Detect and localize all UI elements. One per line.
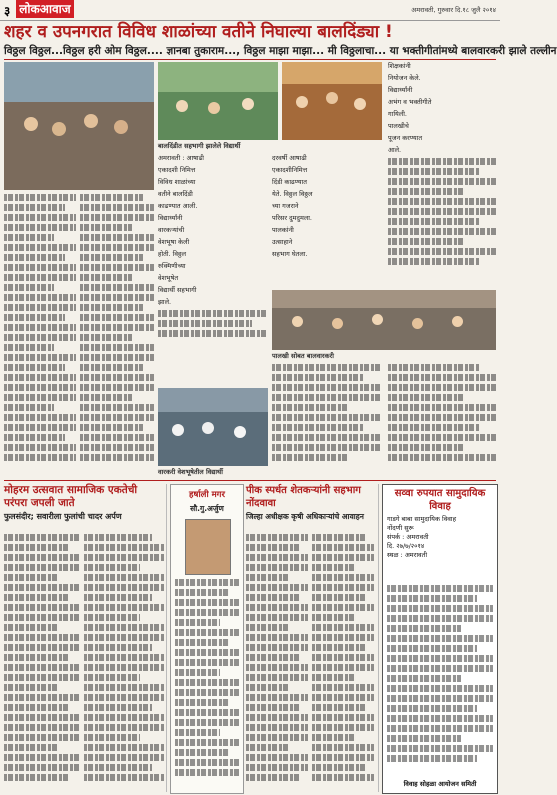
story-line: झाले. — [158, 298, 172, 306]
profile-portrait — [185, 519, 231, 575]
dateline: अमरावती, गुरुवार दि.१८ जुलै २०१४ — [411, 6, 496, 14]
story-line: परिसर दुमदुमला. — [272, 214, 312, 222]
ad-body — [387, 585, 493, 785]
crop-story-title: पीक स्पर्धत शेतकऱ्यांनी सहभाग नोंदवावा — [246, 485, 361, 509]
story-line: वेशभूषा केली — [158, 238, 190, 246]
column-divider — [378, 484, 379, 792]
ad-footer: विवाह सोहळा आयोजन समिती — [403, 780, 477, 788]
story-line: काढण्यात आली. — [158, 202, 198, 210]
story-line: वारकऱ्यांची — [158, 226, 185, 234]
story-line: आले. — [388, 146, 402, 154]
dindi-photo-2 — [158, 62, 278, 140]
muharram-story-title: मोहरम उत्सवात सामाजिक एकतेची परंपरा जपली जाते — [4, 484, 138, 509]
story-line: विविध शाळांच्या — [158, 178, 196, 186]
mid-story-col-a — [272, 364, 380, 464]
main-subheadline: विठ्ठल विठ्ठल...विठ्ठल हरी ओम विठ्ठल.... ज्ञानबा तुकाराम..., विठ्ठल माझा माझा... मी विठ्ठलाचा... या भक्तीगीतांमध्ये बालवारकरी झाले तल्लीन — [4, 45, 557, 57]
story-line: दरवर्षी आषाढी — [272, 154, 307, 162]
profile-title: हर्षाली मगर — [189, 490, 225, 500]
mid-story-col-b — [388, 364, 496, 464]
main-story-col-right — [388, 62, 496, 294]
story-line: होती. विठ्ठल — [158, 250, 187, 258]
story-line: एकादशीनिमित्त — [272, 166, 308, 174]
muharram-story-col-b — [84, 534, 164, 792]
photo-caption-1: बालदिंडीत सहभागी झालेले विद्यार्थी — [158, 142, 241, 150]
crop-story-col-b — [312, 534, 374, 792]
profile-subtitle: सौ.गु.अर्जुण — [190, 504, 224, 513]
dindi-photo-5 — [158, 388, 268, 466]
story-line: उत्साहाने — [272, 238, 293, 246]
ad-line: संपर्क : अमरावती — [387, 533, 429, 541]
main-headline: शहर व उपनगरात विविध शाळांच्या वतीने निघाल्या बालदिंड्या ! — [4, 22, 393, 42]
story-line: पूजन करण्यात — [388, 134, 423, 142]
left-story-col-b — [80, 194, 154, 468]
ad-line: नोंदणी सुरू — [387, 524, 414, 532]
story-line: नियोजन केले. — [388, 74, 421, 82]
ad-title: सव्वा रुपयात सामुदायिक विवाह — [394, 488, 486, 512]
ad-line: गाडगे बाबा सामुदायिक विवाह — [387, 515, 457, 523]
section-rule — [4, 480, 496, 481]
ad-line: स्थळ : अमरावती — [387, 551, 428, 559]
masthead — [0, 0, 500, 21]
photo-caption-3: वारकरी वेशभूषेतील विद्यार्थी — [158, 468, 223, 476]
story-line: विद्यार्थ्यांनी — [388, 86, 413, 94]
story-line: विद्यार्थी सहभागी — [158, 286, 197, 294]
story-line: सहभाग घेतला. — [272, 250, 308, 258]
story-line: वतीने बालदिंडी — [158, 190, 193, 198]
story-line: च्या गजराने — [272, 202, 299, 210]
story-line: पालकांनी — [272, 226, 294, 234]
main-story-col-1 — [158, 154, 268, 384]
column-divider — [166, 484, 167, 792]
photo-caption-2: पालखी सोबत बालवारकरी — [272, 352, 334, 360]
ad-line: दि. २७/७/२०१४ — [387, 542, 425, 550]
mass-wedding-ad — [382, 484, 498, 794]
headline-rule — [4, 59, 496, 60]
profile-text — [175, 579, 239, 789]
story-line: अभंग व भक्तीगीते — [388, 98, 432, 106]
dindi-photo-4 — [272, 290, 496, 350]
paper-logo: लोकआवाज — [16, 0, 74, 18]
story-line: दिंडी काढण्यात — [272, 178, 307, 186]
muharram-story-subtitle: फुलसंदीर; सवारीला फुलांची चादर अर्पण — [4, 512, 122, 521]
crop-story-col-a — [246, 534, 308, 792]
muharram-story-col-a — [4, 534, 80, 792]
page-number: ३ — [4, 4, 11, 18]
story-line: वेशभूषेत — [158, 274, 179, 282]
left-story-col-a — [4, 194, 76, 468]
story-line: पालखीचे — [388, 122, 409, 130]
story-line: गायिली. — [388, 110, 407, 118]
story-line: शिक्षकांनी — [388, 62, 411, 70]
main-story-col-2 — [272, 154, 382, 284]
profile-box — [170, 484, 244, 794]
crop-story-subtitle: जिल्हा अधीक्षक कृषी अधिकाऱ्यांचे आवाहन — [246, 512, 364, 521]
story-line: अमरावती : आषाढी — [158, 154, 204, 162]
story-line: येते. विठ्ठल विठ्ठल — [272, 190, 313, 198]
dindi-photo-1 — [4, 62, 154, 190]
dindi-photo-3 — [282, 62, 382, 140]
story-line: एकादशी निमित्त — [158, 166, 196, 174]
story-line: रुक्मिणीच्या — [158, 262, 186, 270]
story-line: विद्यार्थ्यांनी — [158, 214, 183, 222]
